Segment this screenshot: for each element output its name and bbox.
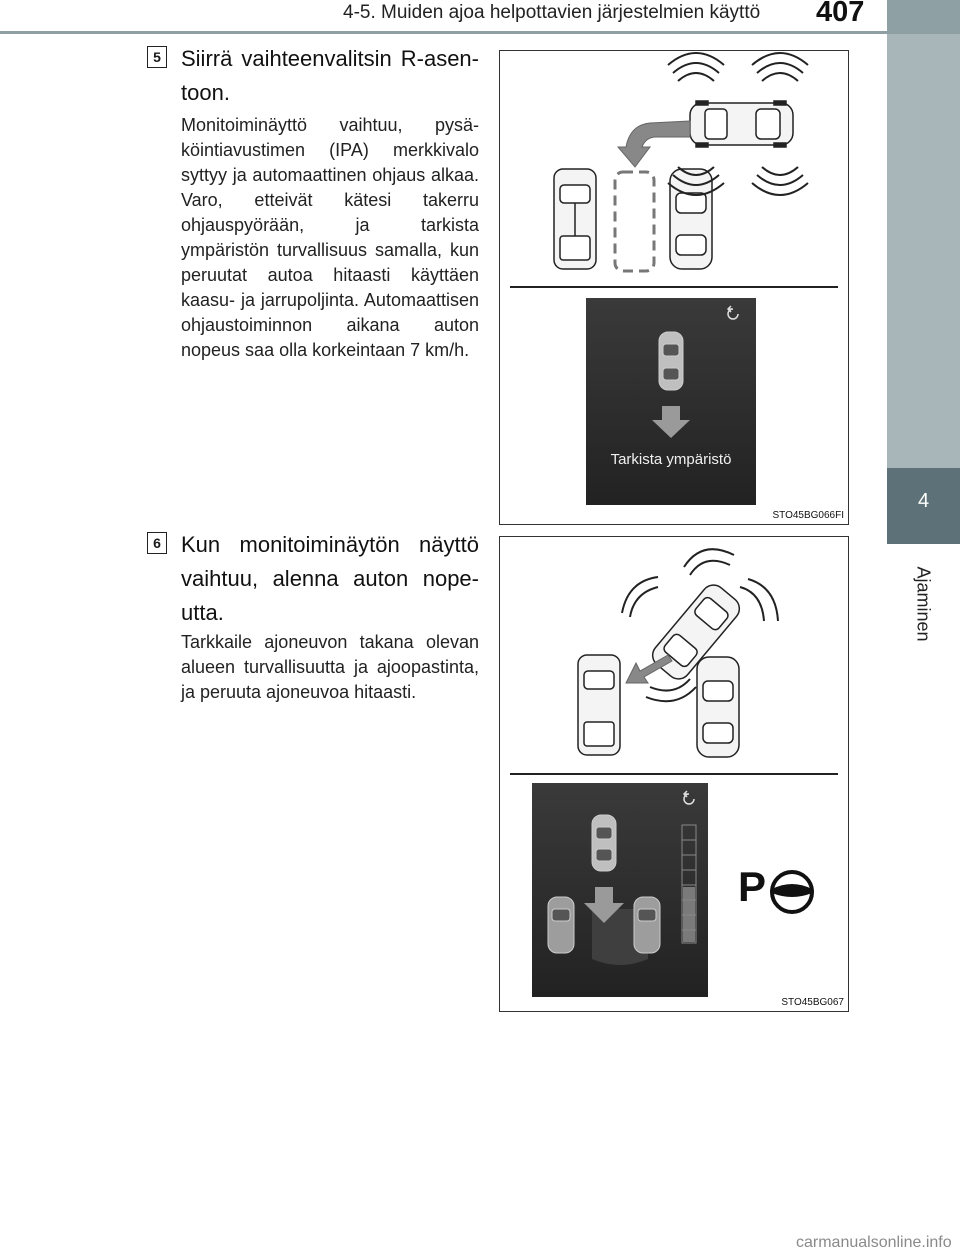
figure-parking-reverse (499, 50, 849, 525)
chapter-tab-background (887, 34, 960, 468)
figure-code: STO45BG066FI (772, 510, 844, 521)
display-car-icon (659, 332, 683, 390)
distance-gauge (682, 825, 696, 943)
chapter-tab[interactable] (887, 468, 960, 544)
reverse-direction-arrow (618, 121, 690, 167)
return-icon (684, 791, 694, 804)
display-graphics (532, 783, 708, 997)
chapter-number: 4 (917, 490, 930, 512)
step-6-heading: Kun monitoiminäytön näyttö vaihtuu, alenna auton nopeutta. (181, 532, 479, 625)
footer-watermark: carmanualsonline.info (796, 1234, 952, 1251)
steering-wheel-icon (762, 867, 822, 917)
parked-car-left (554, 169, 596, 269)
chapter-label-container (887, 544, 960, 664)
display-down-arrow-icon (652, 406, 690, 438)
parked-car-left (578, 655, 620, 755)
section-title: 4-5. Muiden ajoa helpottavien järjestelmien käyttö (343, 2, 761, 23)
figure-divider (510, 286, 838, 288)
header-side-block (887, 0, 960, 31)
reversing-car (690, 101, 793, 147)
step-5-badge: 5 (147, 46, 167, 68)
figure-code: STO45BG067 (781, 997, 844, 1008)
figure-parking-guidance (499, 536, 849, 1012)
display-parked-car-right-icon (634, 897, 660, 953)
step-6-body: Tarkkaile ajoneuvon takana olevan alueen turvallisuutta ja ajoopastinta, ja peruuta ajoneuvoa hitaasti. (181, 632, 479, 702)
figure-divider (510, 773, 838, 775)
header-rule (0, 31, 960, 34)
display-reversing-car-icon (592, 815, 616, 871)
parked-car-right (697, 657, 739, 757)
page-number: 407 (816, 0, 865, 28)
ipa-indicator-letter: P (738, 863, 767, 910)
return-icon (728, 306, 738, 319)
step-5-heading: Siirrä vaihteenvalitsin R-asentoon. (181, 46, 479, 105)
display-message: Tarkista ympäristö (610, 451, 732, 468)
chapter-label: Ajaminen (913, 566, 934, 642)
target-parking-space (615, 172, 654, 271)
multi-information-display (586, 298, 756, 505)
display-graphics (586, 298, 756, 505)
display-parked-car-left-icon (548, 897, 574, 953)
step-5-body: Monitoiminäyttö vaihtuu, pysäköintiavustimen (IPA) merkkivalo syttyy ja automaattinen ohjaus alkaa. Varo, etteivät kätesi takerru ohjauspyörään, ja tarkista ympäristön turvallisuus samalla, kun peruutat autoa hitaasti käyttäen kaasu- ja jarrupoljinta. Automaattisen ohjaustoiminnon aikana auton nopeus saa olla korkeintaan 7 km/h. (181, 115, 479, 360)
step-6-badge: 6 (147, 532, 167, 554)
multi-information-display (532, 783, 708, 997)
